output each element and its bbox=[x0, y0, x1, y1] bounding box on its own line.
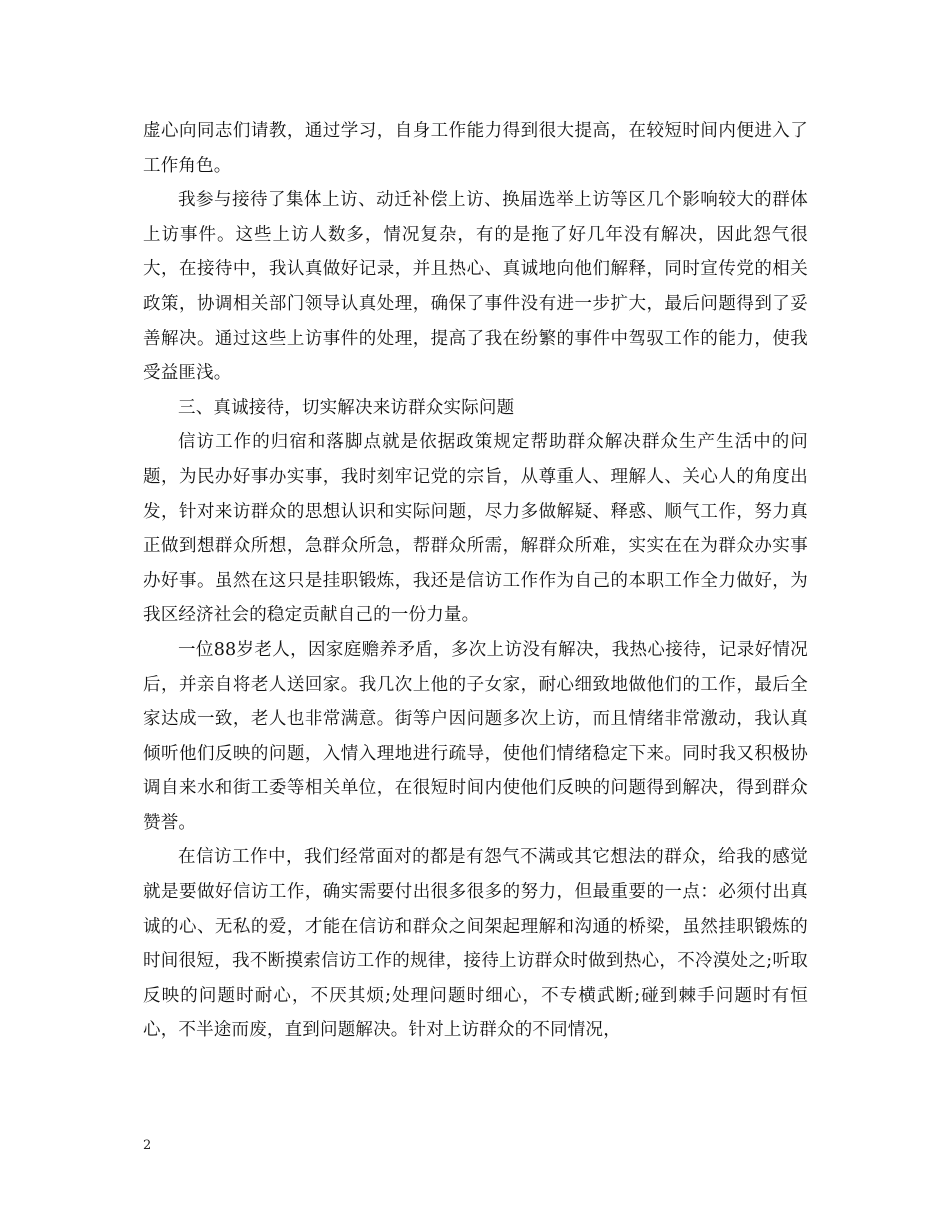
section-heading: 三、真诚接待，切实解决来访群众实际问题 bbox=[178, 397, 515, 418]
paragraph-3: 信访工作的归宿和落脚点就是依据政策规定帮助群众解决群众生产生活中的问题，为民办好事办实事，我时刻牢记党的宗旨，从尊重人、理解人、关心人的角度出发，针对来访群众的思想认识和实际问题，尽力多做解疑、释惑、顺气工作，努力真正做到想群众所想，急群众所急，帮群众所需，解群众所难，实实在在为群众办实事办好事。虽然在这只是挂职锻炼，我还是信访工作作为自己的本职工作全力做好，为我区经济社会的稳定贡献自己的一份力量。 bbox=[143, 432, 808, 626]
body-text bbox=[143, 114, 808, 1048]
paragraph-4: 一位88岁老人，因家庭赡养矛盾，多次上访没有解决，我热心接待，记录好情况后，并亲自将老人送回家。我几次上他的子女家，耐心细致地做他们的工作，最后全家达成一致，老人也非常满意。街等户因问题多次上访，而且情绪非常激动，我认真倾听他们反映的问题，入情入理地进行疏导，使他们情绪稳定下来。同时我又积极协调自来水和街工委等相关单位，在很短时间内使他们反映的问题得到解决，得到群众赞誉。 bbox=[143, 639, 808, 833]
paragraph-1: 虚心向同志们请教，通过学习，自身工作能力得到很大提高，在较短时间内便进入了工作角色。 bbox=[143, 121, 808, 176]
page-number: 2 bbox=[143, 1138, 152, 1153]
paragraph-5: 在信访工作中，我们经常面对的都是有怨气不满或其它想法的群众，给我的感觉就是要做好信访工作，确实需要付出很多很多的努力，但最重要的一点：必须付出真诚的心、无私的爱，才能在信访和群众之间架起理解和沟通的桥梁，虽然挂职锻炼的时间很短，我不断摸索信访工作的规律，接待上访群众时做到热心，不冷漠处之;听取反映的问题时耐心，不厌其烦;处理问题时细心，不专横武断;碰到棘手问题时有恒心，不半途而废，直到问题解决。针对上访群众的不同情况， bbox=[143, 847, 808, 1041]
paragraph-2: 我参与接待了集体上访、动迁补偿上访、换届选举上访等区几个影响较大的群体上访事件。这些上访人数多，情况复杂，有的是拖了好几年没有解决，因此怨气很大，在接待中，我认真做好记录，并且热心、真诚地向他们解释，同时宣传党的相关政策，协调相关部门领导认真处理，确保了事件没有进一步扩大，最后问题得到了妥善解决。通过这些上访事件的处理，提高了我在纷繁的事件中驾驭工作的能力，使我受益匪浅。 bbox=[143, 190, 808, 384]
